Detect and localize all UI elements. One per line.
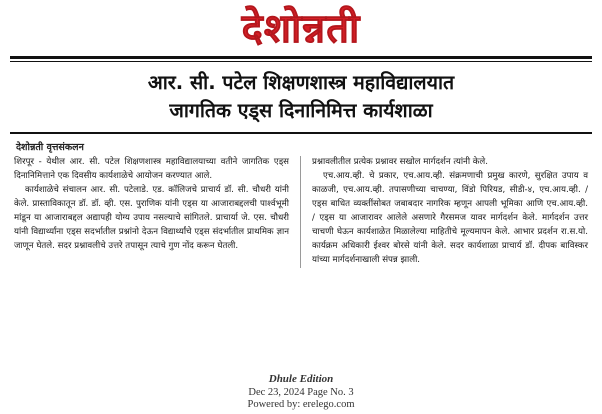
- paragraph: प्रश्नावलीतील प्रत्येक प्रश्नावर सखोल मार्गदर्शन त्यांनी केले.: [312, 157, 488, 168]
- footer-powered-by: Powered by: erelego.com: [247, 399, 355, 410]
- article-column-right: [301, 156, 588, 267]
- masthead-divider-thick: [10, 56, 592, 59]
- paragraph: एच.आय.व्ही. चे प्रकार, एच.आय.व्ही. संक्रमणाची प्रमुख कारणे, सुरक्षित उपाय व काळजी, एच.आय.व्ही. तपासणीच्या चाचण्या, विंडो पिरियड, सीडी-४, एच.आय.व्ही. / एड्स बाधित व्यक्तींसोबत जबाबदार नागरिक म्हणून आपली भूमिका आणि एच.आय.व्ही. / एड्स या आजारावर आलेले असणारे गैरसमज यावर मार्गदर्शन केले. मार्गदर्शन उत्तर चाचणी घेऊन कार्यशाळेत मिळालेल्या माहितीचे मूल्यमापन केले. आभार प्रदर्शन रा.स.यो. कार्यक्रम अधिकारी ईश्वर बोरसे यांनी केले. सदर कार्यशाळा प्राचार्य डॉ. दीपक बाविस्कर यांच्या मार्गदर्शनाखाली संपन्न झाली.: [312, 171, 588, 265]
- masthead-title: देशोन्नती: [241, 6, 361, 52]
- headline-line-1: आर. सी. पटेल शिक्षणशास्त्र महाविद्यालयात: [147, 71, 455, 94]
- article-headline: [0, 62, 602, 130]
- headline-line-2: जागतिक एड्स दिनानिमित्त कार्यशाळा: [169, 98, 433, 122]
- footer-edition: Dhule Edition: [268, 373, 334, 385]
- article-byline: देशोन्नती वृत्तसंकलन: [16, 142, 84, 154]
- page-footer: [0, 373, 602, 410]
- paragraph: शिरपूर - येथील आर. सी. पटेल शिक्षणशास्त्र महाविद्यालयाच्या वतीने जागतिक एड्स दिनानिमित्ताने एक दिवसीय कार्यशाळेचे आयोजन करण्यात आले.: [14, 157, 289, 182]
- article-column-left: [14, 156, 301, 267]
- article-body: [0, 156, 602, 267]
- footer-date-page: Dec 23, 2024 Page No. 3: [248, 387, 354, 398]
- masthead: [0, 0, 602, 52]
- paragraph: कार्यशाळेचे संचालन आर. सी. पटेलाडे. एड. कॉलिजचे प्राचार्य डॉ. सी. चौधरी यांनी केले. प्रास्ताविकातून डॉ. डॉ. व्ही. एस. पुराणिक यांनी एड्स या आजाराबद्दलची पार्श्वभूमी मांडून या आजाराबद्दल अद्यापही योग्य उपाय नसल्याचे सांगितले. प्राचार्या जे. एस. चौधरी यांनी विद्यार्थ्यांना एड्स सदर्भातील प्रश्नांनो देऊन विद्यार्थ्यांचे एड्स संदर्भातील प्राथमिक ज्ञान जाणून घेतले. सदर प्रश्नावलीचे उत्तरे तपासून त्याचे गुण नोंद करून घेतली.: [14, 185, 289, 251]
